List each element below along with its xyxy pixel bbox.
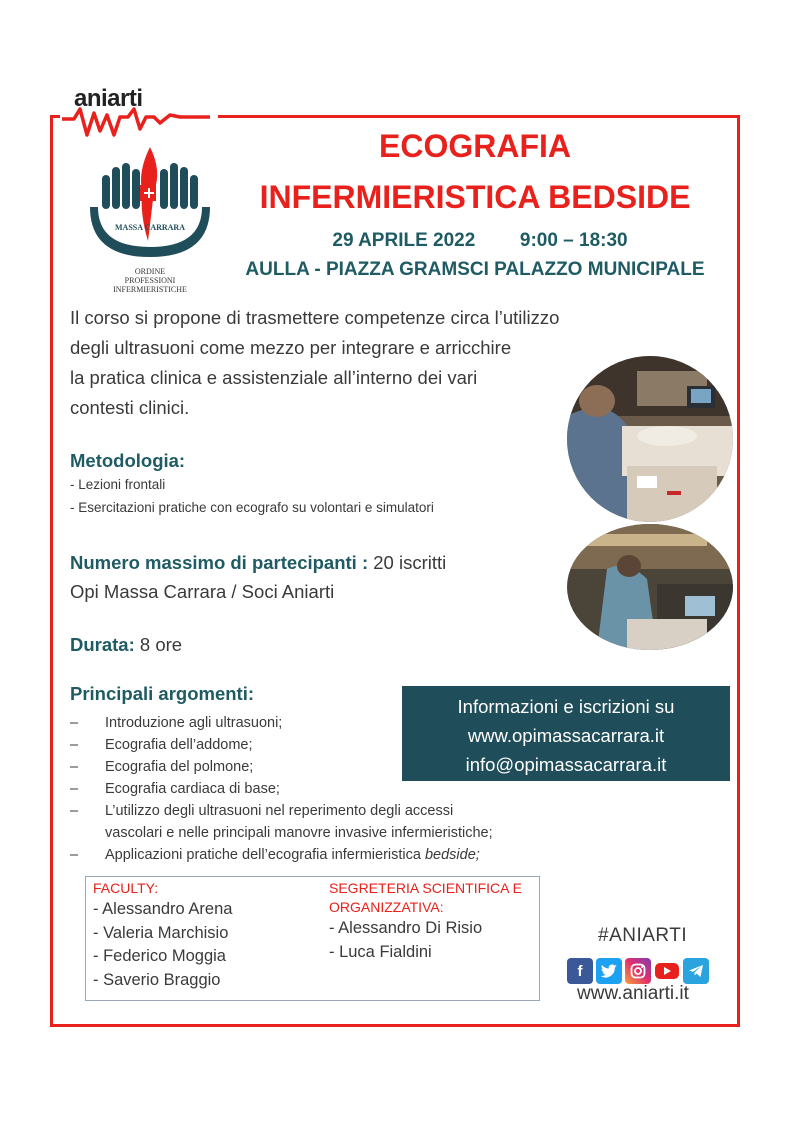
event-time: 9:00 – 18:30: [519, 230, 628, 251]
social-icons-row: [567, 958, 709, 986]
ultrasound-bedside-photo-1: [567, 356, 733, 522]
aniarti-website-link[interactable]: www.aniarti.it: [577, 983, 689, 1004]
faculty-name: - Valeria Marchisio: [93, 923, 229, 942]
faculty-column: [93, 879, 232, 992]
event-date: 29 APRILE 2022: [332, 230, 476, 251]
opi-caption-line-3: INFERMIERISTICHE: [113, 285, 187, 294]
duration-value: 8 ore: [139, 634, 183, 655]
opi-region-label: MASSA CARRARA: [114, 223, 185, 232]
hashtag-aniarti: #ANIARTI: [598, 925, 688, 946]
instagram-icon[interactable]: [625, 958, 651, 984]
list-item: – Ecografia cardiaca di base;: [70, 778, 590, 800]
topics-heading: Principali argomenti:: [70, 683, 255, 704]
duration-label: Durata:: [70, 634, 135, 655]
ultrasound-bedside-photo-2: [567, 524, 733, 650]
dash-bullet: –: [70, 759, 79, 775]
intro-line-4: contesti clinici.: [70, 397, 190, 418]
dash-bullet: –: [70, 715, 79, 731]
secretariat-heading-line-1: SEGRETERIA SCIENTIFICA E: [329, 880, 522, 896]
youtube-icon[interactable]: [654, 958, 680, 984]
opi-caption-line-1: ORDINE: [134, 267, 166, 276]
twitter-icon[interactable]: [596, 958, 622, 984]
faculty-name: - Saverio Braggio: [93, 970, 221, 989]
facebook-icon[interactable]: f: [567, 958, 593, 984]
bedside-italic: bedside;: [424, 847, 480, 863]
dash-bullet: –: [70, 803, 79, 819]
methodology-heading: Metodologia:: [70, 450, 186, 471]
list-item: – Applicazioni pratiche dell’ecografia infermieristica bedside;: [70, 844, 590, 866]
dash-bullet: –: [70, 781, 79, 797]
list-item: – Introduzione agli ultrasuoni;: [70, 712, 590, 734]
participants-audience: Opi Massa Carrara / Soci Aniarti: [70, 581, 335, 602]
secretariat-heading-line-2: ORGANIZZATIVA:: [329, 899, 444, 915]
secretariat-name: - Alessandro Di Risio: [329, 919, 483, 937]
secretariat-column: [329, 879, 522, 964]
duration-line: [70, 631, 182, 658]
intro-line-2: degli ultrasuoni come mezzo per integrare e arricchire: [70, 337, 512, 358]
methodology-item: - Lezioni frontali: [70, 477, 166, 492]
participants-line: [70, 549, 446, 576]
dash-bullet: –: [70, 737, 79, 753]
info-email-link[interactable]: info@opimassacarrara.it: [465, 754, 667, 775]
faculty-name: - Alessandro Arena: [93, 900, 233, 918]
aniarti-wordmark: aniarti: [74, 85, 143, 112]
faculty-secretariat-box: [85, 876, 540, 1001]
participants-value: 20 iscritti: [373, 552, 447, 573]
telegram-icon[interactable]: [683, 958, 709, 984]
dash-bullet: –: [70, 847, 79, 863]
secretariat-name: - Luca Fialdini: [329, 942, 432, 961]
opi-caption-line-2: PROFESSIONI: [124, 276, 176, 285]
event-location: AULLA - PIAZZA GRAMSCI PALAZZO MUNICIPALE: [245, 259, 705, 280]
title-line-1: ECOGRAFIA: [379, 128, 571, 164]
list-item: – Ecografia dell’addome;: [70, 734, 590, 756]
info-box-heading: Informazioni e iscrizioni su: [457, 696, 675, 717]
methodology-item: - Esercitazioni pratiche con ecografo su volontari e simulatori: [70, 500, 434, 515]
opi-massa-carrara-logo: [80, 145, 220, 295]
faculty-name: - Federico Moggia: [93, 947, 226, 965]
aniarti-logo: [60, 85, 220, 145]
faculty-heading: FACULTY:: [93, 880, 159, 896]
title-line-2: INFERMIERISTICA BEDSIDE: [259, 179, 691, 215]
list-item: – L’utilizzo degli ultrasuoni nel reperimento degli accessi vascolari e nelle principali manovre invasive infermieristiche;: [70, 800, 590, 844]
intro-line-3: la pratica clinica e assistenziale all’interno dei vari: [70, 367, 478, 388]
info-registration-box: [402, 686, 730, 781]
list-item: – Ecografia del polmone;: [70, 756, 590, 778]
participants-label: Numero massimo di partecipanti :: [70, 552, 369, 573]
info-website-link[interactable]: www.opimassacarrara.it: [467, 725, 665, 746]
intro-line-1: Il corso si propone di trasmettere competenze circa l’utilizzo: [70, 307, 560, 328]
event-date-time: [215, 230, 745, 252]
